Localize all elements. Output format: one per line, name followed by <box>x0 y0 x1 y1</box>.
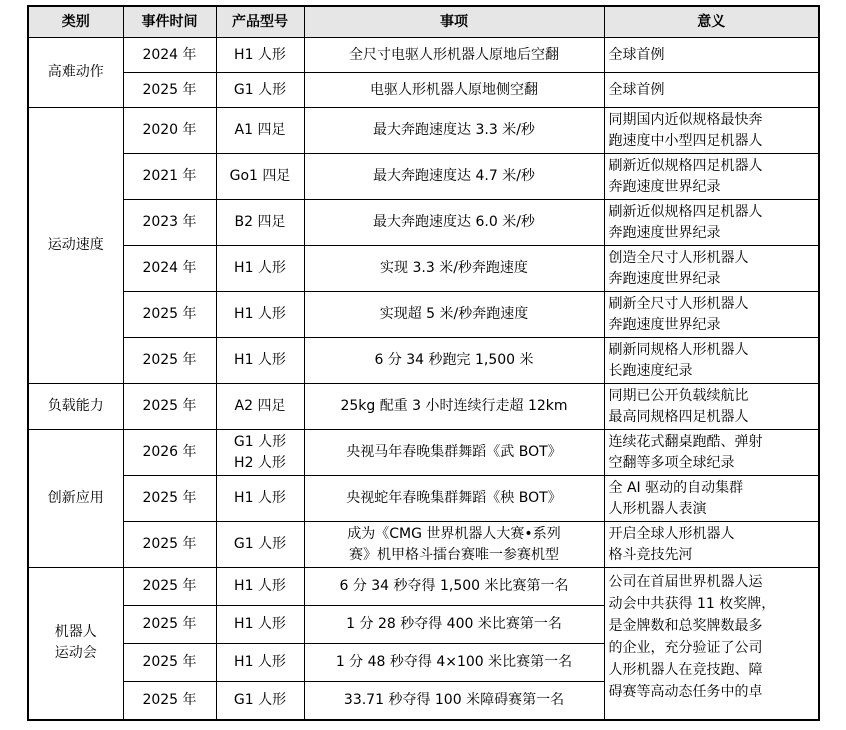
significance-text: 的企业，充分验证了公司 <box>608 640 763 656</box>
product-model-text: G1 人形 <box>233 81 287 98</box>
event-time-cell: 2026 年 <box>123 430 216 476</box>
header-category: 类别 <box>28 6 123 38</box>
significance-text: 公司在首届世界机器人运 <box>608 574 763 590</box>
header-event: 事项 <box>304 6 604 38</box>
category-text: 机器人 <box>54 624 97 641</box>
event-time-cell: 2021 年 <box>123 154 216 200</box>
event-text: 央视马年春晚集群舞蹈《武 BOT》 <box>346 444 562 460</box>
header-event-time: 事件时间 <box>123 6 216 38</box>
event-time-cell: 2023 年 <box>123 200 216 246</box>
product-model-text: H1 人形 <box>234 306 286 322</box>
table-row <box>28 476 819 522</box>
category-cell <box>28 108 123 384</box>
category-cell <box>28 430 123 568</box>
event-cell <box>304 338 604 384</box>
event-cell <box>304 292 604 338</box>
event-text: 25kg 配重 3 小时连续行走超 12km <box>340 398 568 414</box>
table-body <box>28 38 819 720</box>
table-row <box>28 200 819 246</box>
achievements-table <box>27 5 820 721</box>
event-text: 赛》机甲格斗擂台赛唯一参赛机型 <box>349 546 559 563</box>
event-cell <box>304 682 604 720</box>
product-model-text: Go1 四足 <box>229 168 291 184</box>
event-cell <box>304 154 604 200</box>
significance-text: 最高同规格四足机器人 <box>608 408 749 425</box>
table-header-row <box>28 6 819 38</box>
product-model-cell <box>216 430 304 476</box>
significance-text: 动会中共获得 11 枚奖牌， <box>608 596 776 612</box>
table-row <box>28 430 819 476</box>
significance-text: 碍赛等高动态任务中的卓 <box>608 684 763 700</box>
significance-text: 刷新同规格人形机器人 <box>608 341 749 358</box>
event-cell <box>304 644 604 682</box>
significance-cell <box>604 522 819 568</box>
table-row <box>28 568 819 606</box>
event-time-cell: 2025 年 <box>123 682 216 720</box>
table-row <box>28 108 819 154</box>
significance-text: 同期国内近似规格最快奔 <box>608 111 763 128</box>
event-text: 6 分 34 秒夺得 1,500 米比赛第一名 <box>339 578 569 594</box>
significance-text: 格斗竞技先河 <box>608 546 693 563</box>
event-time-cell: 2025 年 <box>123 73 216 108</box>
event-cell <box>304 522 604 568</box>
category-cell <box>28 38 123 108</box>
table-row <box>28 522 819 568</box>
event-cell <box>304 606 604 644</box>
event-text: 最大奔跑速度达 3.3 米/秒 <box>373 122 535 138</box>
event-cell <box>304 430 604 476</box>
product-model-cell <box>216 568 304 606</box>
significance-cell <box>604 73 819 108</box>
event-cell <box>304 200 604 246</box>
significance-cell <box>604 568 819 720</box>
event-cell <box>304 108 604 154</box>
event-text: 实现 3.3 米/秒奔跑速度 <box>380 260 528 276</box>
product-model-cell <box>216 606 304 644</box>
product-model-cell <box>216 644 304 682</box>
significance-cell <box>604 476 819 522</box>
product-model-text: H1 人形 <box>234 616 286 632</box>
significance-cell <box>604 108 819 154</box>
category-text: 运动速度 <box>47 237 104 253</box>
significance-text: 同期已公开负载续航比 <box>608 387 749 404</box>
product-model-text: G1 人形 <box>233 536 287 552</box>
product-model-text: G1 人形 <box>233 691 287 708</box>
event-text: 实现超 5 米/秒奔跑速度 <box>379 306 529 322</box>
event-time-cell: 2025 年 <box>123 292 216 338</box>
event-time-cell: 2025 年 <box>123 606 216 644</box>
event-time-cell: 2025 年 <box>123 476 216 522</box>
significance-text: 跑速度中小型四足机器人 <box>608 132 763 149</box>
significance-cell <box>604 200 819 246</box>
product-model-cell <box>216 292 304 338</box>
significance-text: 刷新全尺寸人形机器人 <box>608 295 749 312</box>
event-text: 最大奔跑速度达 6.0 米/秒 <box>373 214 535 230</box>
significance-text: 创造全尺寸人形机器人 <box>608 249 749 266</box>
category-cell <box>28 384 123 430</box>
significance-text: 长跑速度纪录 <box>608 362 693 379</box>
table-row <box>28 292 819 338</box>
product-model-text: H1 人形 <box>234 578 286 594</box>
table-row <box>28 73 819 108</box>
category-text: 高难动作 <box>47 64 104 80</box>
significance-cell <box>604 38 819 73</box>
category-text: 负载能力 <box>47 398 104 414</box>
event-time-cell: 2024 年 <box>123 246 216 292</box>
significance-text: 奔跑速度世界纪录 <box>608 178 721 195</box>
product-model-cell <box>216 38 304 73</box>
significance-text: 刷新近似规格四足机器人 <box>608 157 763 174</box>
event-text: 央视蛇年春晚集群舞蹈《秧 BOT》 <box>346 490 562 506</box>
event-text: 最大奔跑速度达 4.7 米/秒 <box>373 168 535 184</box>
event-time-cell: 2025 年 <box>123 568 216 606</box>
event-cell <box>304 73 604 108</box>
event-text: 电驱人形机器人原地侧空翻 <box>370 81 538 98</box>
significance-cell <box>604 246 819 292</box>
event-cell <box>304 568 604 606</box>
significance-text: 全球首例 <box>608 46 665 63</box>
significance-cell <box>604 430 819 476</box>
header-significance: 意义 <box>604 6 819 38</box>
significance-text: 奔跑速度世界纪录 <box>608 316 721 333</box>
product-model-cell <box>216 108 304 154</box>
product-model-text: H2 人形 <box>234 454 286 471</box>
event-time-cell: 2020 年 <box>123 108 216 154</box>
event-cell <box>304 384 604 430</box>
product-model-text: H1 人形 <box>234 352 286 368</box>
category-text: 运动会 <box>54 645 97 662</box>
significance-text: 开启全球人形机器人 <box>608 525 735 542</box>
event-time-cell: 2025 年 <box>123 338 216 384</box>
significance-text: 奔跑速度世界纪录 <box>608 270 721 287</box>
event-time-cell: 2024 年 <box>123 38 216 73</box>
event-time-cell: 2025 年 <box>123 522 216 568</box>
event-text: 1 分 48 秒夺得 4×100 米比赛第一名 <box>335 654 573 670</box>
table-row <box>28 338 819 384</box>
event-cell <box>304 476 604 522</box>
product-model-cell <box>216 246 304 292</box>
category-text: 创新应用 <box>47 490 104 506</box>
significance-cell <box>604 384 819 430</box>
product-model-cell <box>216 338 304 384</box>
header-product-model: 产品型号 <box>216 6 304 38</box>
significance-text: 全球首例 <box>608 81 665 98</box>
table-row <box>28 154 819 200</box>
event-text: 6 分 34 秒跑完 1,500 米 <box>374 352 534 368</box>
product-model-text: H1 人形 <box>234 260 286 276</box>
event-text: 1 分 28 秒夺得 400 米比赛第一名 <box>346 616 562 632</box>
event-text: 33.71 秒夺得 100 米障碍赛第一名 <box>343 691 565 708</box>
product-model-cell <box>216 384 304 430</box>
significance-cell <box>604 154 819 200</box>
event-cell <box>304 38 604 73</box>
product-model-cell <box>216 682 304 720</box>
category-cell <box>28 568 123 720</box>
significance-text: 人形机器人在竞技跑、障 <box>608 662 763 678</box>
significance-cell <box>604 292 819 338</box>
product-model-text: H1 人形 <box>234 654 286 670</box>
product-model-text: H1 人形 <box>234 490 286 506</box>
product-model-cell <box>216 154 304 200</box>
product-model-text: A1 四足 <box>234 122 286 138</box>
product-model-cell <box>216 476 304 522</box>
event-text: 成为《CMG 世界机器人大赛•系列 <box>347 525 561 542</box>
significance-text: 连续花式翻桌跑酷、弹射 <box>608 433 763 450</box>
significance-text: 刷新近似规格四足机器人 <box>608 203 763 220</box>
significance-text: 奔跑速度世界纪录 <box>608 224 721 241</box>
event-time-cell: 2025 年 <box>123 384 216 430</box>
significance-text: 人形机器人表演 <box>608 500 707 517</box>
product-model-cell <box>216 73 304 108</box>
table-row <box>28 384 819 430</box>
table-row <box>28 246 819 292</box>
product-model-text: G1 人形 <box>233 433 287 450</box>
significance-text: 空翻等多项全球纪录 <box>608 454 735 471</box>
significance-cell <box>604 338 819 384</box>
product-model-cell <box>216 522 304 568</box>
product-model-text: B2 四足 <box>234 214 286 230</box>
significance-text: 是金牌数和总奖牌数最多 <box>608 618 763 634</box>
significance-text: 全 AI 驱动的自动集群 <box>608 479 744 496</box>
table-row <box>28 38 819 73</box>
product-model-text: H1 人形 <box>234 46 286 63</box>
event-cell <box>304 246 604 292</box>
product-model-text: A2 四足 <box>234 398 286 414</box>
event-time-cell: 2025 年 <box>123 644 216 682</box>
event-text: 全尺寸电驱人形机器人原地后空翻 <box>349 46 559 63</box>
product-model-cell <box>216 200 304 246</box>
